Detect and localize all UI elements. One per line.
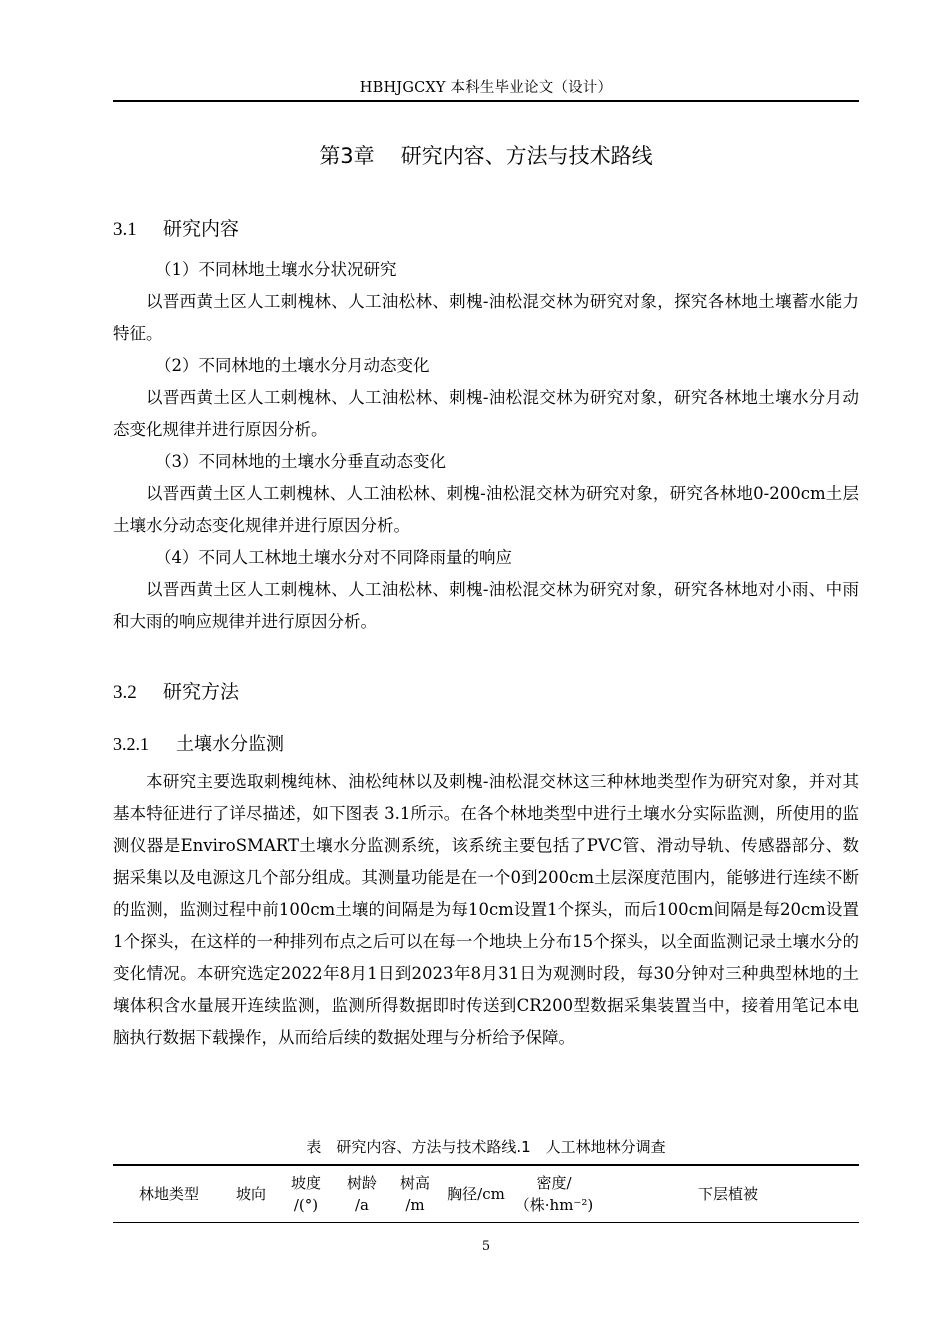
col-density: 密度/ （株·hm⁻²): [514, 1174, 594, 1214]
table-header-row: [113, 1165, 859, 1223]
subsection-title: 土壤水分监测: [176, 734, 284, 755]
section-number: 3.2: [113, 682, 137, 703]
research-item-4-label: （4）不同人工林地土壤水分对不同降雨量的响应: [155, 548, 512, 567]
research-item-3-label: （3）不同林地的土壤水分垂直动态变化: [155, 452, 446, 471]
section-number: 3.1: [113, 219, 137, 240]
col-forest-type: 林地类型: [138, 1185, 199, 1203]
chapter-number: 第3章: [319, 144, 375, 168]
section-3-2-heading: [113, 677, 239, 704]
section-3-2-1-heading: [113, 730, 284, 756]
chapter-title-text: 研究内容、方法与技术路线: [400, 144, 653, 168]
research-item-2-text: 以晋西黄土区人工刺槐林、人工油松林、刺槐-油松混交林为研究对象，研究各林地土壤水分月动态变化规律并进行原因分析。: [113, 388, 859, 439]
research-item-1-label: （1）不同林地土壤水分状况研究: [155, 260, 397, 279]
col-dbh: 胸径/cm: [447, 1185, 505, 1203]
col-tree-height: 树高 /m: [399, 1174, 430, 1214]
chapter-title: [113, 140, 859, 170]
research-item-1-text: 以晋西黄土区人工刺槐林、人工油松林、刺槐-油松混交林为研究对象，探究各林地土壤蓄水能力特征。: [113, 292, 859, 343]
soil-moisture-section: [113, 766, 859, 1054]
section-title: 研究方法: [163, 681, 240, 703]
section-3-1-heading: [113, 214, 239, 241]
research-item-4-text: 以晋西黄土区人工刺槐林、人工油松林、刺槐-油松混交林为研究对象，研究各林地对小雨、中雨和大雨的响应规律并进行原因分析。: [113, 580, 859, 631]
col-understory: 下层植被: [697, 1185, 758, 1203]
running-header: HBHJGCXY 本科生毕业论文（设计）: [359, 80, 613, 96]
col-slope: 坡度 /(°): [290, 1174, 321, 1214]
col-tree-age: 树龄 /a: [346, 1174, 377, 1214]
stand-survey-table: [113, 1164, 859, 1223]
research-item-3-text: 以晋西黄土区人工刺槐林、人工油松林、刺槐-油松混交林为研究对象，研究各林地0-200cm土层土壤水分动态变化规律并进行原因分析。: [113, 484, 859, 535]
soil-moisture-paragraph: 本研究主要选取刺槐纯林、油松纯林以及刺槐-油松混交林这三种林地类型作为研究对象，并对其基本特征进行了详尽描述，如下图表 3.1所示。在各个林地类型中进行土壤水分实际监测，所使用的监测仪器是EnviroSMART土壤水分监测系统，该系统主要包括了PVC管、滑动导轨、传感器部分、数据采集以及电源这几个部分组成。其测量功能是在一个0到200cm土层深度范围内，能够进行连续不断的监测，监测过程中前100cm土壤的间隔是为每10cm设置1个探头，而后100cm间隔是每20cm设置1个探头，在这样的一种排列布点之后可以在每一个地块上分布15个探头，以全面监测记录土壤水分的变化情况。本研究选定2022年8月1日到2023年8月31日为观测时段，每30分钟对三种典型林地的土壤体积含水量展开连续监测，监测所得数据即时传送到CR200型数据采集装置当中，接着用笔记本电脑执行数据下载操作，从而给后续的数据处理与分析给予保障。: [113, 772, 859, 1047]
col-aspect: 坡向: [235, 1185, 266, 1203]
subsection-number: 3.2.1: [113, 734, 149, 754]
section-title: 研究内容: [163, 218, 240, 240]
research-content-list: [113, 254, 859, 638]
page-number: 5: [481, 1239, 491, 1254]
header-rule: [113, 100, 859, 102]
table-caption: 表 研究内容、方法与技术路线.1 人工林地林分调查: [306, 1138, 666, 1156]
research-item-2-label: （2）不同林地的土壤水分月动态变化: [155, 356, 430, 375]
